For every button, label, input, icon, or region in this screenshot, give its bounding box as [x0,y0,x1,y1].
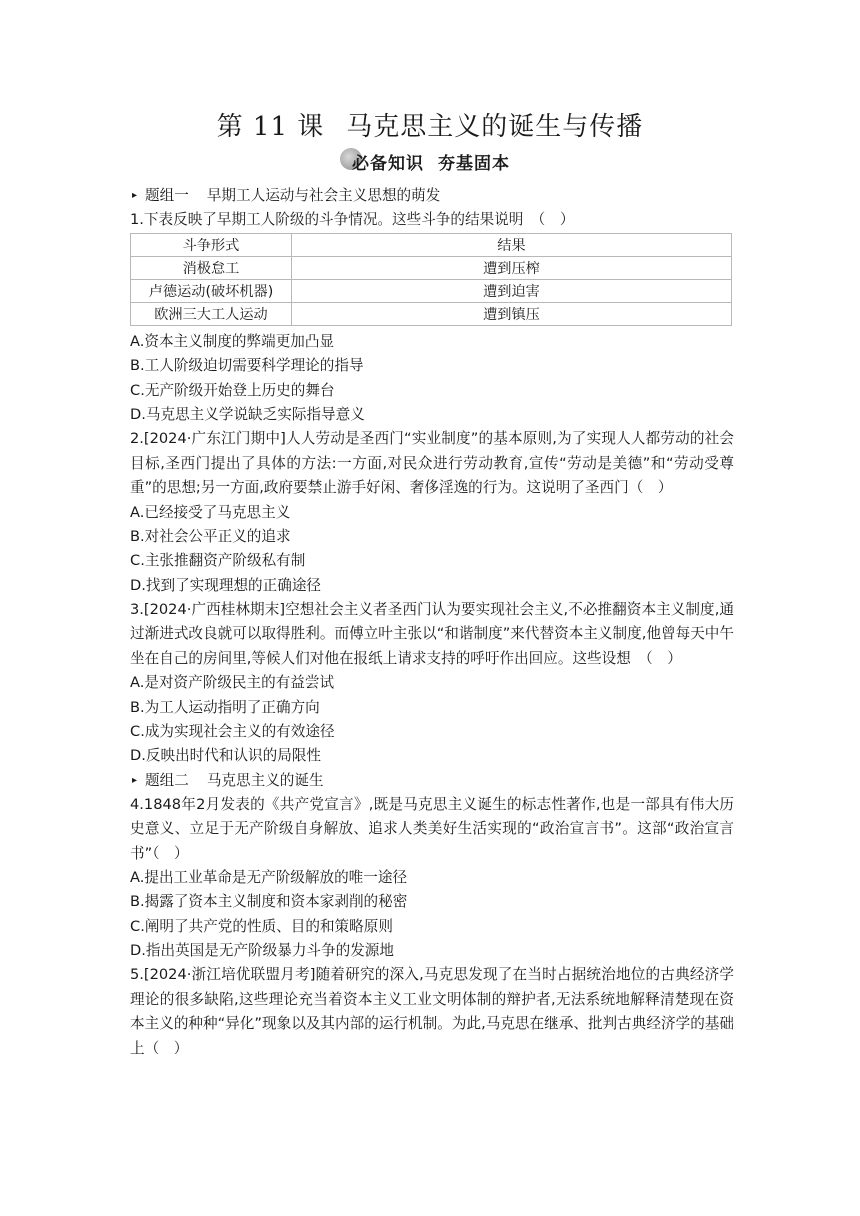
table-cell: 消极怠工 [131,257,292,280]
banner-left-text: 必备知识 [352,153,424,174]
question-stem: 4.1848年2月发表的《共产党宣言》,既是马克思主义诞生的标志性著作,也是一部具有伟大历史意义、立足于无产阶级自身解放、追求人类美好生活实现的“政治宣言书”。这部“政治宣言书”（ ） [130,795,734,862]
answer-option: A.资本主义制度的弊端更加凸显 [130,333,335,350]
lesson-title [0,106,860,143]
table-cell: 遭到迫害 [292,280,732,303]
answer-option: D.反映出时代和认识的局限性 [130,747,322,765]
group-heading [130,184,734,208]
answer-option: D.马克思主义学说缺乏实际指导意义 [130,405,365,423]
table-cell: 遭到压榨 [292,257,732,280]
answer-option: A.提出工业革命是无产阶级解放的唯一途径 [130,869,408,887]
group-heading [130,769,734,793]
table-row [131,257,732,280]
table-cell: 欧洲三大工人运动 [131,303,292,326]
triangle-marker-icon: ▸ [132,190,138,201]
answer-option: C.阐明了共产党的性质、目的和策略原则 [130,917,393,935]
answer-option: D.找到了实现理想的正确途径 [130,576,322,594]
answer-option: A.已经接受了马克思主义 [130,503,291,521]
table-header: 结果 [292,234,732,257]
lesson-name: 马克思主义的诞生与传播 [346,112,644,142]
group-title: 马克思主义的诞生 [206,771,324,789]
content-body [130,184,734,1061]
question-stem: 5.[2024·浙江培优联盟月考]随着研究的深入,马克思发现了在当时占据统治地位的古典经济学理论的很多缺陷,这些理论充当着资本主义工业文明体制的辩护者,无法系统地解释清楚现在资本主义的种种“异化”现象以及其内部的运行机制。为此,马克思在继承、批判古典经济学的基础上（ ） [130,966,734,1057]
answer-option: C.主张推翻资产阶级私有制 [130,552,306,570]
answer-option: C.无产阶级开始登上历史的舞台 [130,381,335,399]
question-stem: 2.[2024·广东江门期中]人人劳动是圣西门“实业制度”的基本原则,为了实现人人都劳动的社会目标,圣西门提出了具体的方法:一方面,对民众进行劳动教育,宣传“劳动是美德”和“劳动受尊重”的思想;另一方面,政府要禁止游手好闲、奢侈淫逸的行为。这说明了圣西门（ ） [130,430,734,497]
answer-option: C.成为实现社会主义的有效途径 [130,722,335,740]
table-header: 斗争形式 [131,234,292,257]
struggle-table [130,233,732,326]
answer-option: B.对社会公平正义的追求 [130,527,291,545]
lesson-number: 第 11 课 [216,112,325,142]
answer-option: A.是对资产阶级民主的有益尝试 [130,674,335,692]
answer-option: B.为工人运动指明了正确方向 [130,698,320,716]
answer-option: B.工人阶级迫切需要科学理论的指导 [130,357,364,375]
section-banner [340,148,510,174]
table-row [131,303,732,326]
question-stem: 3.[2024·广西桂林期末]空想社会主义者圣西门认为要实现社会主义,不必推翻资本主义制度,通过渐进式改良就可以取得胜利。而傅立叶主张以“和谐制度”来代替资本主义制度,他曾每天中午坐在自己的房间里,等候人们对他在报纸上请求支持的呼吁作出回应。这些设想 （ ） [130,600,734,667]
banner-right-text: 夯基固本 [438,153,510,174]
table-cell: 卢德运动(破坏机器) [131,280,292,303]
table-cell: 遭到镇压 [292,303,732,326]
table-header-row [131,234,732,257]
table-row [131,280,732,303]
group-label: 题组二 [145,771,189,789]
group-title: 早期工人运动与社会主义思想的萌发 [206,187,441,204]
group-label: 题组一 [145,187,189,204]
triangle-marker-icon: ▸ [132,774,138,786]
question-stem: 1.下表反映了早期工人阶级的斗争情况。这些斗争的结果说明 （ ） [130,211,575,228]
answer-option: D.指出英国是无产阶级暴力斗争的发源地 [130,941,394,959]
answer-option: B.揭露了资本主义制度和资本家剥削的秘密 [130,893,408,911]
